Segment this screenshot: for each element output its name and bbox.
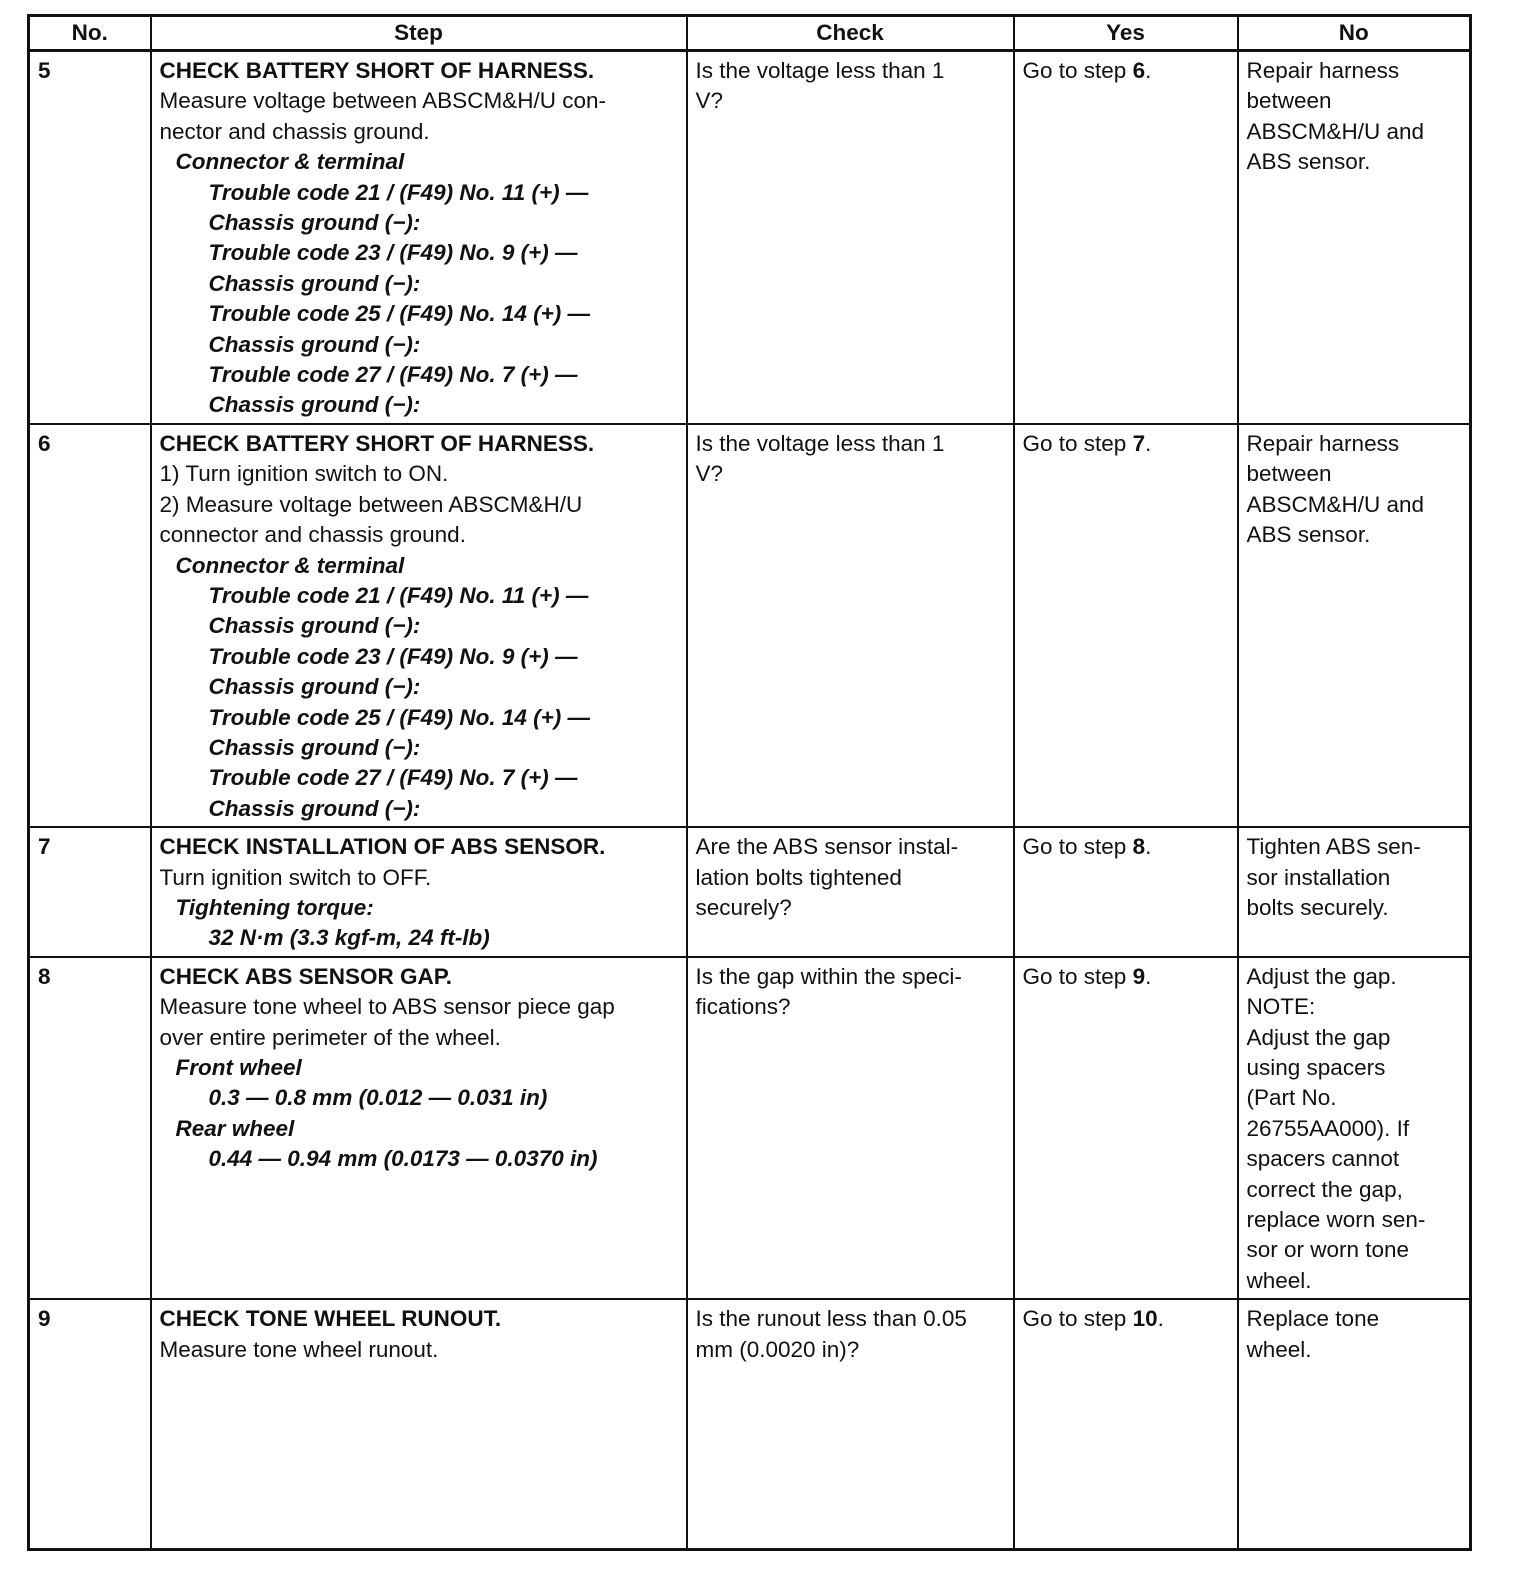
spec-line: Chassis ground (−): [208, 734, 421, 760]
check-cell [687, 424, 1014, 827]
header-no-action: No [1238, 16, 1471, 51]
step-text: Measure voltage between ABSCM&H/U con- [159, 88, 606, 114]
step-cell [151, 827, 687, 957]
table-row [29, 957, 1471, 1299]
spec-line: Chassis ground (−): [208, 392, 421, 418]
no-text: ABS sensor. [1246, 522, 1371, 548]
header-no: No. [29, 16, 151, 51]
no-cell [1238, 957, 1471, 1299]
no-text: 26755AA000). If [1246, 1115, 1410, 1141]
no-text: Replace tone [1246, 1306, 1380, 1332]
spec-line: Chassis ground (−): [208, 270, 421, 296]
step-cell [151, 51, 687, 424]
yes-text: Go to step [1022, 834, 1133, 860]
spec-line: Trouble code 25 / (F49) No. 14 (+) — [208, 301, 591, 327]
header-step: Step [151, 16, 687, 51]
yes-cell [1014, 424, 1238, 827]
no-text: ABSCM&H/U and [1246, 118, 1425, 144]
step-text: 1) Turn ignition switch to ON. [159, 461, 449, 487]
no-text: Tighten ABS sen- [1246, 834, 1421, 860]
no-text: NOTE: [1246, 994, 1316, 1020]
step-text: 2) Measure voltage between ABSCM&H/U [159, 491, 583, 517]
step-text: connector and chassis ground. [159, 522, 466, 548]
yes-text: Go to step [1022, 58, 1133, 83]
check-text: V? [695, 88, 724, 114]
table-row [29, 51, 1471, 424]
no-text: Adjust the gap [1246, 1024, 1391, 1050]
step-title: CHECK BATTERY SHORT OF HARNESS. [159, 430, 595, 456]
spec-line: Chassis ground (−): [208, 795, 421, 821]
check-text: securely? [695, 894, 792, 920]
check-text: V? [695, 461, 724, 487]
step-title: CHECK TONE WHEEL RUNOUT. [159, 1306, 502, 1332]
spec-heading: Rear wheel [175, 1115, 295, 1141]
no-cell [1238, 424, 1471, 827]
check-text: Is the gap within the speci- [695, 963, 962, 989]
no-text: sor installation [1246, 864, 1391, 890]
step-text: nector and chassis ground. [159, 118, 430, 144]
diagnostic-procedure-table [27, 14, 1472, 1551]
yes-cell [1014, 51, 1238, 424]
check-text: Is the voltage less than 1 [695, 430, 945, 456]
step-text: Measure tone wheel to ABS sensor piece gap [159, 994, 615, 1020]
header-yes: Yes [1014, 16, 1238, 51]
spec-line: Trouble code 23 / (F49) No. 9 (+) — [208, 643, 578, 669]
step-number: 7 [29, 827, 151, 957]
step-cell [151, 1299, 687, 1549]
yes-step-number: 10 [1132, 1306, 1158, 1332]
check-text: Is the voltage less than 1 [695, 58, 945, 83]
no-text: using spacers [1246, 1055, 1386, 1080]
yes-cell [1014, 1299, 1238, 1549]
check-cell [687, 827, 1014, 957]
step-title: CHECK ABS SENSOR GAP. [159, 963, 453, 989]
no-text: wheel. [1246, 1336, 1312, 1362]
yes-step-number: 8 [1132, 834, 1146, 860]
no-text: spacers cannot [1246, 1146, 1400, 1172]
no-cell [1238, 827, 1471, 957]
spec-line: 0.44 — 0.94 mm (0.0173 — 0.0370 in) [208, 1146, 598, 1172]
yes-text: Go to step [1022, 1306, 1133, 1332]
step-text: over entire perimeter of the wheel. [159, 1024, 501, 1050]
no-text: Adjust the gap. [1246, 963, 1397, 989]
yes-suffix: . [1145, 430, 1152, 456]
spec-line: 0.3 — 0.8 mm (0.012 — 0.031 in) [208, 1085, 548, 1111]
check-text: Is the runout less than 0.05 [695, 1306, 967, 1332]
step-number: 9 [29, 1299, 151, 1549]
no-text: sor or worn tone [1246, 1237, 1410, 1263]
step-title: CHECK BATTERY SHORT OF HARNESS. [159, 58, 595, 83]
yes-suffix: . [1145, 834, 1152, 860]
table-row [29, 1299, 1471, 1549]
spec-line: Trouble code 21 / (F49) No. 11 (+) — [208, 179, 589, 205]
no-text: ABSCM&H/U and [1246, 491, 1425, 517]
yes-suffix: . [1145, 58, 1152, 83]
no-text: ABS sensor. [1246, 149, 1371, 175]
no-text: wheel. [1246, 1267, 1312, 1293]
check-cell [687, 957, 1014, 1299]
yes-cell [1014, 957, 1238, 1299]
step-number: 5 [29, 51, 151, 424]
spec-line: 32 N·m (3.3 kgf-m, 24 ft-lb) [208, 925, 490, 951]
no-cell [1238, 51, 1471, 424]
spec-line: Trouble code 23 / (F49) No. 9 (+) — [208, 240, 578, 266]
no-text: correct the gap, [1246, 1176, 1403, 1202]
no-text: between [1246, 88, 1332, 114]
no-cell [1238, 1299, 1471, 1549]
spec-heading: Connector & terminal [175, 149, 405, 175]
header-check: Check [687, 16, 1014, 51]
check-text: lation bolts tightened [695, 864, 902, 890]
table-header-row [29, 16, 1471, 51]
spec-heading: Front wheel [175, 1055, 302, 1080]
yes-step-number: 6 [1132, 58, 1146, 83]
no-text: bolts securely. [1246, 894, 1389, 920]
yes-text: Go to step [1022, 430, 1133, 456]
spec-line: Trouble code 27 / (F49) No. 7 (+) — [208, 362, 578, 388]
no-text: between [1246, 461, 1332, 487]
check-text: Are the ABS sensor instal- [695, 834, 959, 860]
check-cell [687, 1299, 1014, 1549]
step-text: Turn ignition switch to OFF. [159, 864, 432, 890]
yes-cell [1014, 827, 1238, 957]
step-text: Measure tone wheel runout. [159, 1336, 439, 1362]
no-text: replace worn sen- [1246, 1207, 1426, 1233]
spec-line: Chassis ground (−): [208, 210, 421, 236]
check-text: fications? [695, 994, 791, 1020]
step-cell [151, 424, 687, 827]
no-text: Repair harness [1246, 430, 1400, 456]
spec-line: Chassis ground (−): [208, 331, 421, 357]
check-cell [687, 51, 1014, 424]
yes-suffix: . [1145, 963, 1152, 989]
no-text: Repair harness [1246, 58, 1400, 83]
step-number: 8 [29, 957, 151, 1299]
spec-line: Trouble code 21 / (F49) No. 11 (+) — [208, 582, 589, 608]
check-text: mm (0.0020 in)? [695, 1336, 860, 1362]
table-row [29, 424, 1471, 827]
step-title: CHECK INSTALLATION OF ABS SENSOR. [159, 834, 606, 860]
yes-step-number: 7 [1132, 430, 1146, 456]
yes-suffix: . [1157, 1306, 1164, 1332]
yes-step-number: 9 [1132, 963, 1146, 989]
yes-text: Go to step [1022, 963, 1133, 989]
spec-heading: Connector & terminal [175, 552, 405, 578]
spec-line: Chassis ground (−): [208, 674, 421, 700]
spec-line: Trouble code 27 / (F49) No. 7 (+) — [208, 765, 578, 791]
step-cell [151, 957, 687, 1299]
step-number: 6 [29, 424, 151, 827]
no-text: (Part No. [1246, 1085, 1337, 1111]
table-row [29, 827, 1471, 957]
spec-line: Chassis ground (−): [208, 613, 421, 639]
spec-line: Trouble code 25 / (F49) No. 14 (+) — [208, 704, 591, 730]
spec-heading: Tightening torque: [175, 894, 374, 920]
